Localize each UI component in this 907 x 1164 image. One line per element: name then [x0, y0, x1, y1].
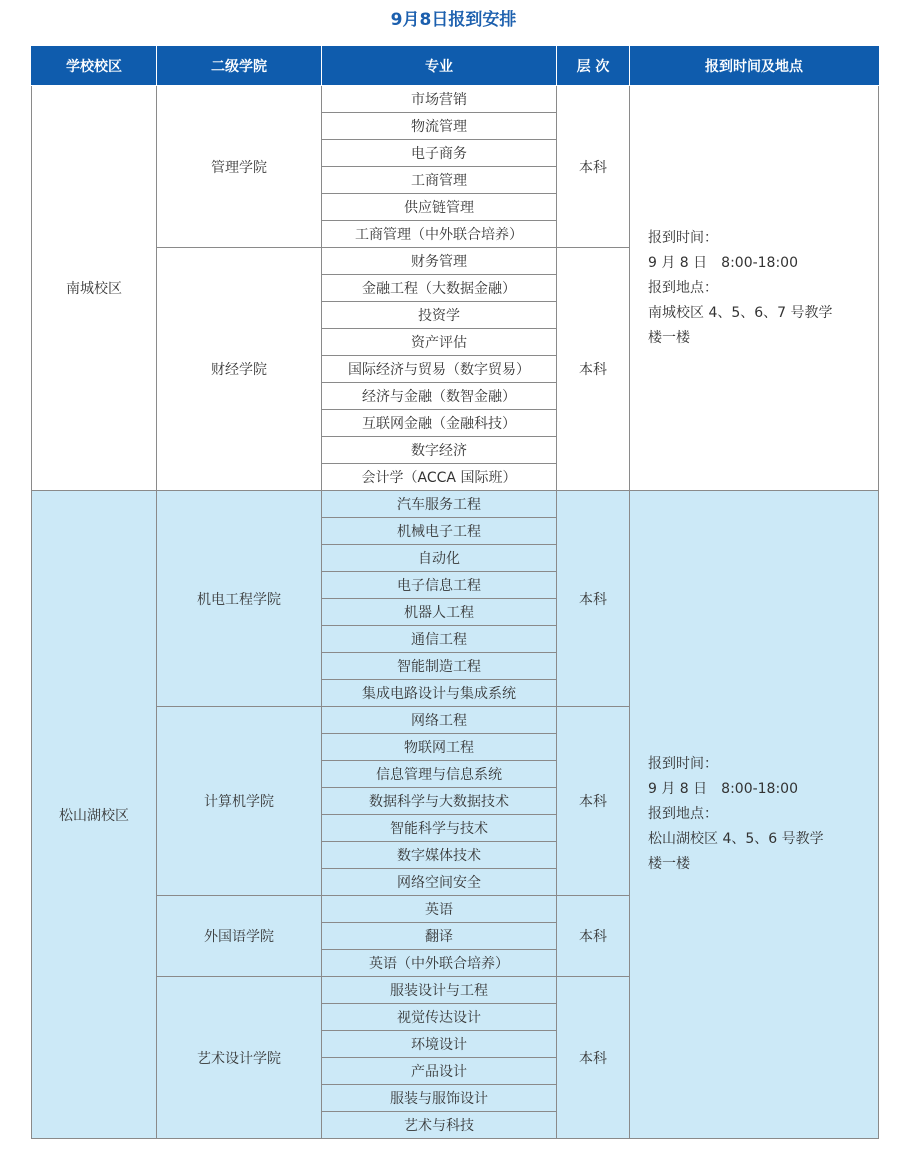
- major-cell: 数字媒体技术: [322, 842, 557, 869]
- college-cell: 艺术设计学院: [157, 977, 322, 1139]
- major-cell: 环境设计: [322, 1031, 557, 1058]
- major-cell: 智能科学与技术: [322, 815, 557, 842]
- level-cell: 本科: [557, 86, 630, 248]
- header-level: 层 次: [557, 47, 630, 86]
- header-college: 二级学院: [157, 47, 322, 86]
- level-cell: 本科: [557, 896, 630, 977]
- report-info-place-value-2: 楼一楼: [648, 856, 690, 872]
- major-cell: 智能制造工程: [322, 653, 557, 680]
- college-cell: 管理学院: [157, 86, 322, 248]
- major-cell: 投资学: [322, 302, 557, 329]
- major-cell: 汽车服务工程: [322, 491, 557, 518]
- table-row: [32, 491, 879, 518]
- level-cell: 本科: [557, 491, 630, 707]
- major-cell: 会计学（ACCA 国际班）: [322, 464, 557, 491]
- level-cell: 本科: [557, 248, 630, 491]
- report-info-time-value: 9 月 8 日 8:00-18:00: [648, 254, 799, 271]
- major-cell: 集成电路设计与集成系统: [322, 680, 557, 707]
- header-campus: 学校校区: [32, 47, 157, 86]
- major-cell: 工商管理（中外联合培养）: [322, 221, 557, 248]
- major-cell: 机器人工程: [322, 599, 557, 626]
- major-cell: 工商管理: [322, 167, 557, 194]
- report-info-time-label: 报到时间：: [648, 756, 718, 772]
- table-header-row: [32, 47, 879, 86]
- major-cell: 数据科学与大数据技术: [322, 788, 557, 815]
- level-cell: 本科: [557, 977, 630, 1139]
- major-cell: 互联网金融（金融科技）: [322, 410, 557, 437]
- major-cell: 电子信息工程: [322, 572, 557, 599]
- major-cell: 网络工程: [322, 707, 557, 734]
- major-cell: 自动化: [322, 545, 557, 572]
- report-info-time-label: 报到时间：: [648, 229, 718, 246]
- report-info-place-label: 报到地点：: [648, 279, 718, 296]
- report-info-place-value-2: 楼一楼: [648, 329, 690, 346]
- major-cell: 国际经济与贸易（数字贸易）: [322, 356, 557, 383]
- schedule-table: [31, 46, 879, 1139]
- major-cell: 数字经济: [322, 437, 557, 464]
- major-cell: 翻译: [322, 923, 557, 950]
- major-cell: 信息管理与信息系统: [322, 761, 557, 788]
- major-cell: 英语: [322, 896, 557, 923]
- major-cell: 视觉传达设计: [322, 1004, 557, 1031]
- report-info-place-value-1: 松山湖校区 4、5、6 号教学: [648, 831, 824, 847]
- table-row: [32, 86, 879, 113]
- table-body: [32, 86, 879, 1139]
- major-cell: 财务管理: [322, 248, 557, 275]
- major-cell: 机械电子工程: [322, 518, 557, 545]
- major-cell: 网络空间安全: [322, 869, 557, 896]
- major-cell: 英语（中外联合培养）: [322, 950, 557, 977]
- header-major: 专业: [322, 47, 557, 86]
- college-cell: 财经学院: [157, 248, 322, 491]
- page-title: 9月8日报到安排: [390, 10, 517, 30]
- college-cell: 机电工程学院: [157, 491, 322, 707]
- report-info-place-value-1: 南城校区 4、5、6、7 号教学: [648, 304, 833, 321]
- major-cell: 市场营销: [322, 86, 557, 113]
- major-cell: 物流管理: [322, 113, 557, 140]
- major-cell: 服装与服饰设计: [322, 1085, 557, 1112]
- major-cell: 供应链管理: [322, 194, 557, 221]
- report-info-cell: [630, 491, 879, 1139]
- major-cell: 经济与金融（数智金融）: [322, 383, 557, 410]
- campus-cell: 松山湖校区: [32, 491, 157, 1139]
- major-cell: 金融工程（大数据金融）: [322, 275, 557, 302]
- college-cell: 外国语学院: [157, 896, 322, 977]
- report-info-time-value: 9 月 8 日 8:00-18:00: [648, 781, 799, 797]
- major-cell: 资产评估: [322, 329, 557, 356]
- college-cell: 计算机学院: [157, 707, 322, 896]
- major-cell: 通信工程: [322, 626, 557, 653]
- report-info-place-label: 报到地点：: [648, 806, 718, 822]
- level-cell: 本科: [557, 707, 630, 896]
- major-cell: 物联网工程: [322, 734, 557, 761]
- major-cell: 艺术与科技: [322, 1112, 557, 1139]
- major-cell: 产品设计: [322, 1058, 557, 1085]
- major-cell: 服装设计与工程: [322, 977, 557, 1004]
- header-time-place: 报到时间及地点: [630, 47, 879, 86]
- major-cell: 电子商务: [322, 140, 557, 167]
- report-info-cell: [630, 86, 879, 491]
- campus-cell: 南城校区: [32, 86, 157, 491]
